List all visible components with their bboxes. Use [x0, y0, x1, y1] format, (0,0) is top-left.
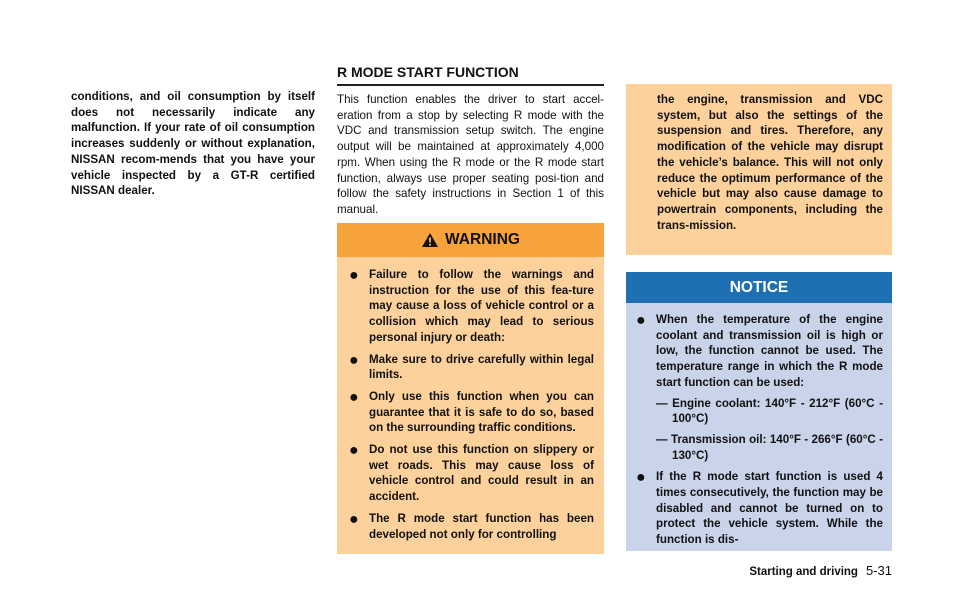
engine-coolant-range: — Engine coolant: 140°F - 212°F (60°C - 100°C)	[656, 396, 883, 426]
page-number: 5-31	[865, 563, 892, 578]
page-footer	[749, 563, 892, 578]
transmission-oil-range: — Transmission oil: 140°F - 266°F (60°C - 130°C)	[656, 432, 883, 462]
chapter-title: Starting and driving	[749, 566, 858, 578]
bullet-icon: ●	[636, 469, 646, 487]
section-title: R MODE START FUNCTION	[337, 60, 604, 86]
list-item: ● When the temperature of the engine coolant and transmission oil is high or low, the function cannot be used. The temperature range in which the R mode start function can be used: — Engine coolant: 140°F - 212°F (60°C - 100°C) — Transmission oil: 140°F - 266°F (60°C - 130°C)	[636, 312, 883, 462]
notice-label: NOTICE	[729, 278, 789, 296]
bullet-icon: ●	[349, 510, 359, 528]
warning-list	[337, 257, 604, 542]
notice-header	[626, 272, 892, 303]
bullet-icon: ●	[349, 351, 359, 369]
list-item: ● The R mode start function has been developed not only for controlling	[349, 510, 594, 541]
notice-list	[626, 303, 892, 548]
list-item: ● Only use this function when you can guarantee that it is safe to do so, based on the surrounding traffic conditions.	[349, 388, 594, 435]
notice-box	[626, 272, 892, 551]
list-item: ● Do not use this function on slippery or wet roads. This may cause loss of vehicle control and could result in an accident.	[349, 442, 594, 504]
section-body: This function enables the driver to start accel-eration from a stop by selecting R mode with the VDC and transmission setup switch. The engine output will be maintained at approximately 4,000 rpm. When using the R mode or the R mode start function, always use proper seating posi-tion and follow the safety instructions in Section 1 of this manual.	[337, 93, 604, 216]
warning-header	[337, 223, 604, 257]
list-item: ● Failure to follow the warnings and instruction for the use of this fea-ture may cause a loss of vehicle control or a collision which may lead to serious personal injury or death:	[349, 267, 594, 344]
warning-triangle-icon	[421, 232, 439, 248]
column-middle	[337, 60, 604, 229]
bullet-icon: ●	[349, 388, 359, 406]
bullet-icon: ●	[349, 267, 359, 284]
list-item: ● Make sure to drive carefully within legal limits.	[349, 351, 594, 382]
warning-label: WARNING	[445, 231, 520, 248]
list-item: ● If the R mode start function is used 4 times consecutively, the function may be disabled and cannot be turned on to protect the vehicle system. While the function is dis-	[636, 469, 883, 547]
oil-consumption-paragraph: conditions, and oil consumption by itself does not necessarily indicate any malfunction. If your rate of oil consumption increases suddenly or without explanation, NISSAN recom-mends that you have your vehicle inspected by a GT-R certified NISSAN dealer.	[71, 90, 315, 198]
warning-continuation-box	[626, 84, 892, 255]
warning-continuation-text: the engine, transmission and VDC system, but also the settings of the suspension and tires. Therefore, any modification of the vehicle may disrupt the vehicle’s balance. This will not only reduce the optimum performance of the vehicle but may also cause damage to powertrain components, including the trans-mission.	[657, 93, 883, 232]
warning-box	[337, 223, 604, 554]
bullet-icon: ●	[636, 312, 646, 329]
column-left	[71, 89, 315, 199]
bullet-icon: ●	[349, 442, 359, 460]
